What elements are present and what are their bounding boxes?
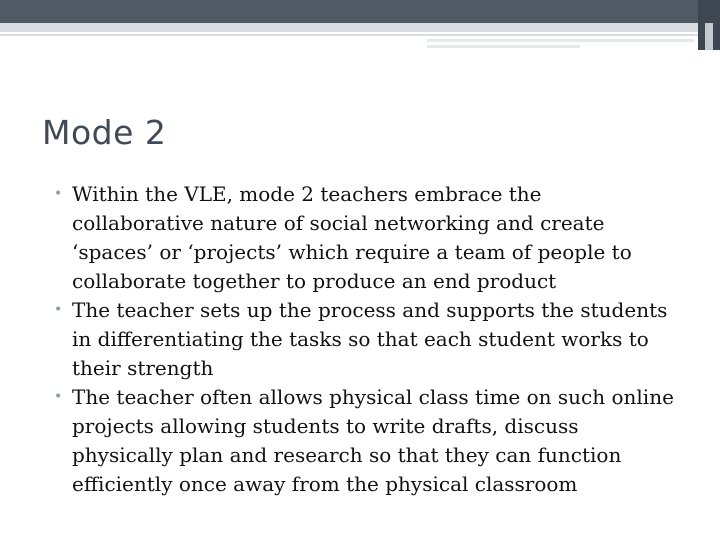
- header-accent-line-2: [427, 45, 580, 48]
- bullet-text-1: Within the VLE, mode 2 teachers embrace the collaborative nature of social networking and create ‘spaces’ or ‘projects’ which require a team of people to collaborate together to produce an end product: [72, 182, 632, 293]
- header-accent-line-1: [427, 39, 694, 42]
- bullet-list: [54, 180, 674, 499]
- bullet-item-3: [54, 383, 674, 499]
- bullet-dot-icon: •: [54, 389, 63, 405]
- header-line: [0, 32, 700, 34]
- bullet-text-2: The teacher sets up the process and supports the students in differentiating the tasks so that each student works to their strength: [72, 298, 668, 380]
- slide-title: Mode 2: [42, 113, 167, 152]
- bullet-item-1: [54, 180, 674, 296]
- header-corner-inner: [705, 23, 713, 50]
- header-bar-dark: [0, 0, 720, 23]
- bullet-dot-icon: •: [54, 186, 63, 202]
- header-bar-light: [0, 23, 720, 36]
- bullet-dot-icon: •: [54, 302, 63, 318]
- bullet-text-3: The teacher often allows physical class time on such online projects allowing students to write drafts, discuss physically plan and research so that they can function efficiently once away from the physical classroom: [72, 385, 674, 496]
- bullet-item-2: [54, 296, 674, 383]
